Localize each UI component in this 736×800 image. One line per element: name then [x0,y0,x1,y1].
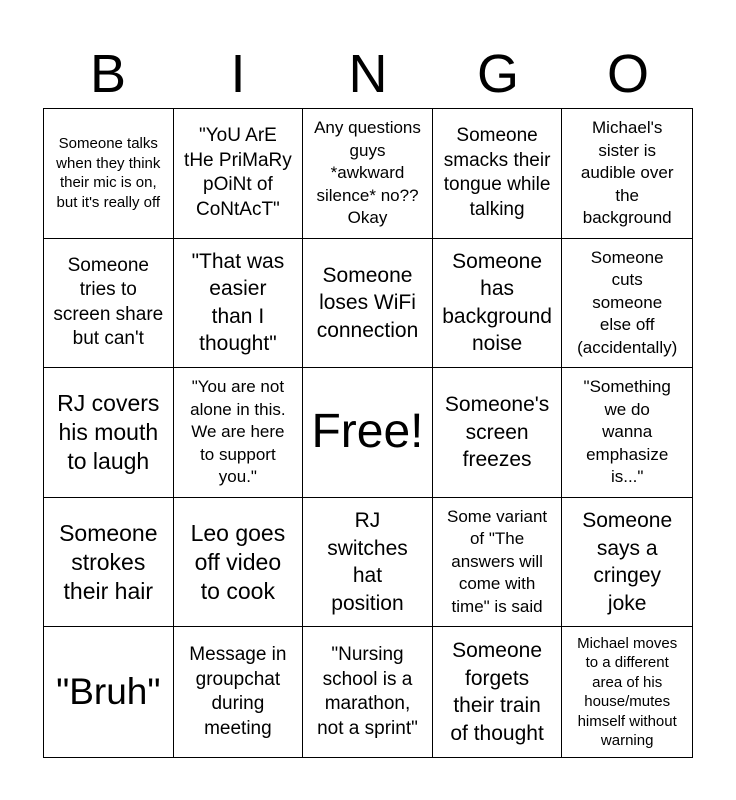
header-letter-g: G [476,44,519,104]
cell-text: "Something we do wanna emphasize is..." [583,377,671,487]
bingo-cell[interactable] [433,109,563,239]
cell-text: Leo goes off video to cook [190,519,286,604]
cell-text: Someone cuts someone else off (accidentally) [577,247,678,357]
bingo-cell[interactable] [44,239,174,369]
bingo-cell[interactable] [562,109,692,239]
bingo-cell[interactable] [562,498,692,628]
bingo-cell[interactable] [303,109,433,239]
bingo-cell[interactable] [174,239,304,369]
cell-text: Someone talks when they think their mic is on, but it's really off [56,135,161,211]
bingo-cell[interactable] [303,239,433,369]
header-letter-o: O [606,44,649,104]
bingo-cell[interactable] [433,368,563,498]
cell-text: "YoU ArE tHe PriMaRy pOiNt of CoNtAcT" [184,125,292,220]
cell-text: Someone's screen freezes [444,393,550,472]
bingo-cell[interactable] [433,498,563,628]
free-space-text: Free! [311,405,424,459]
bingo-cell[interactable] [44,368,174,498]
cell-text: "Bruh" [56,671,161,713]
bingo-header [43,40,693,108]
bingo-cell[interactable] [303,498,433,628]
cell-text: Someone loses WiFi connection [316,263,419,342]
cell-text: Someone smacks their tongue while talking [443,125,551,220]
cell-text: Any questions guys *awkward silence* no?? Okay [314,118,421,228]
cell-text: Someone forgets their train of thought [450,639,544,745]
cell-text: RJ covers his mouth to laugh [57,389,160,474]
bingo-cell[interactable] [562,239,692,369]
bingo-board [43,108,693,758]
bingo-cell[interactable] [303,627,433,757]
cell-text: Michael moves to a different area of his house/mutes himself without warning [577,634,678,750]
cell-text: Someone strokes their hair [59,519,158,604]
bingo-cell[interactable] [562,627,692,757]
bingo-cell[interactable] [562,368,692,498]
cell-text: Someone has background noise [442,249,552,356]
header-letter-i: I [230,44,246,104]
cell-text: "You are not alone in this. We are here to support you." [190,377,286,487]
cell-text: Someone says a cringey joke [582,509,673,615]
bingo-cell[interactable] [44,109,174,239]
header-letter-n: N [348,44,388,104]
free-space-cell[interactable] [303,368,433,498]
bingo-cell[interactable] [433,239,563,369]
bingo-cell[interactable] [174,627,304,757]
bingo-cell[interactable] [44,498,174,628]
bingo-cell[interactable] [174,109,304,239]
cell-text: Michael's sister is audible over the background [580,118,674,228]
cell-text: Some variant of "The answers will come with time" is said [447,506,548,616]
cell-text: Someone tries to screen share but can't [53,254,164,350]
cell-text: "Nursing school is a marathon, not a sprint" [317,644,418,739]
bingo-cell[interactable] [174,498,304,628]
header-letter-b: B [89,44,127,104]
cell-text: Message in groupchat during meeting [189,644,287,739]
cell-text: RJ switches hat position [327,509,408,615]
bingo-cell[interactable] [433,627,563,757]
cell-text: "That was easier than I thought" [191,249,285,356]
bingo-cell[interactable] [174,368,304,498]
bingo-cell[interactable] [44,627,174,757]
